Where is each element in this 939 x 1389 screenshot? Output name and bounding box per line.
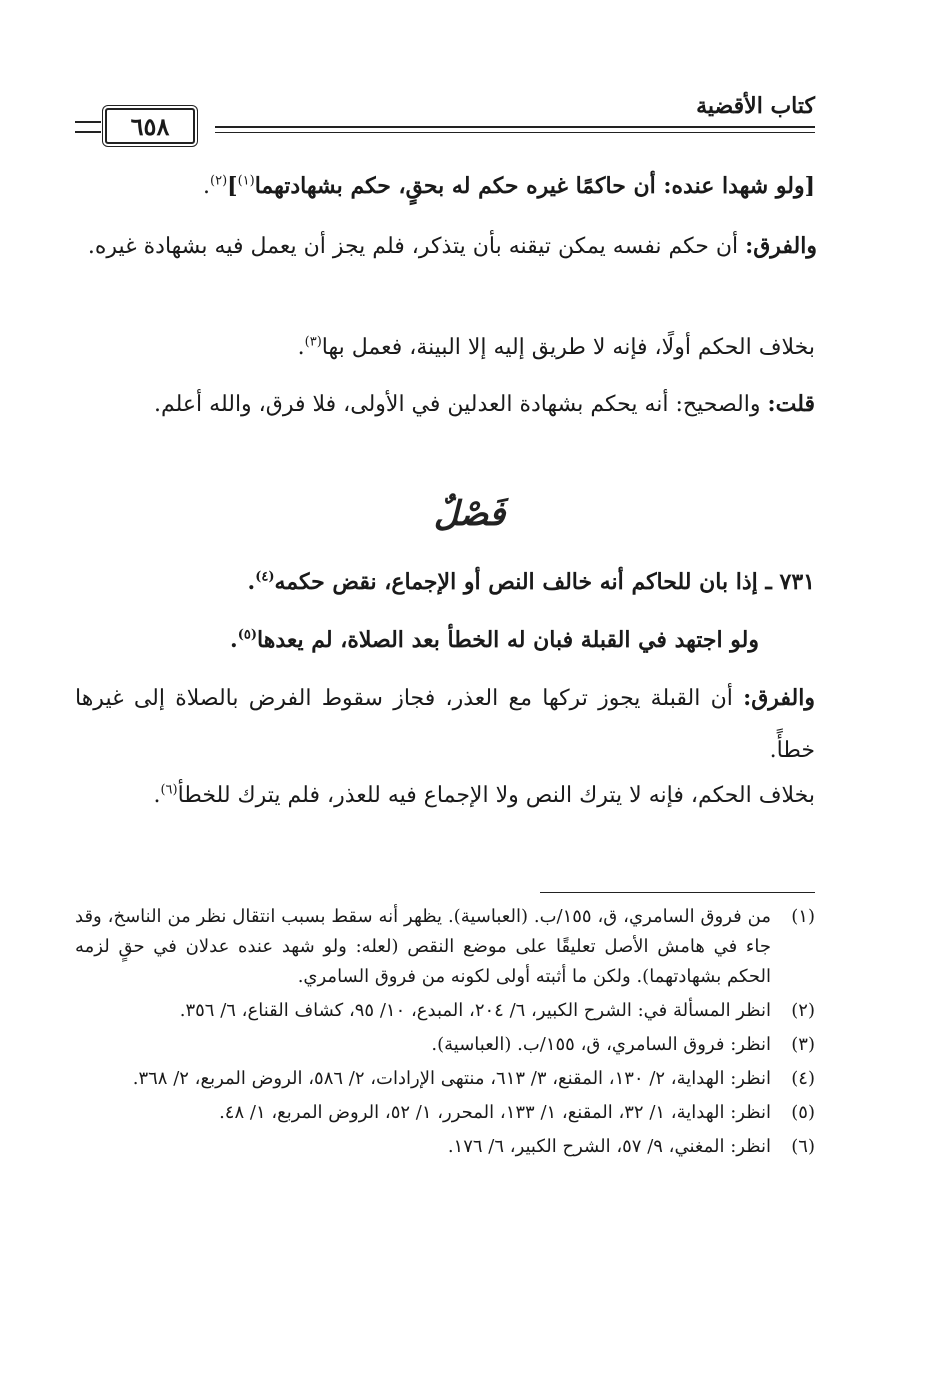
paragraph-1 bbox=[75, 160, 815, 213]
page-header bbox=[75, 88, 815, 144]
footnote-6 bbox=[75, 1132, 815, 1162]
paragraph-2-text: أن حكم نفسه يمكن تيقنه بأن يتذكر، فلم يجز أن يعمل فيه بشهادة غيره. bbox=[87, 234, 746, 259]
paragraph-7-text: أن القبلة يجوز تركها مع العذر، فجاز سقوط الفرض بالصلاة إلى غيرها خطأً. bbox=[75, 686, 815, 763]
section-title: فَصْلٌ bbox=[433, 494, 506, 534]
footnote-text: انظر: فروق السامري، ق، ١٥٥/ب. (العباسية). bbox=[431, 1034, 771, 1055]
footnote-text: انظر المسألة في: الشرح الكبير، ٦/ ٢٠٤، المبدع، ١٠/ ٩٥، كشاف القناع، ٦/ ٣٥٦. bbox=[179, 1000, 771, 1021]
paragraph-7-lead: والفرق: bbox=[743, 685, 815, 711]
paragraph-2 bbox=[75, 220, 817, 273]
footnote-text: انظر: الهداية، ٢/ ١٣٠، المقنع، ٣/ ٦١٣، منتهى الإرادات، ٢/ ٥٨٦، الروض المربع، ٢/ ٣٦٨. bbox=[132, 1068, 771, 1089]
paragraph-7 bbox=[75, 672, 815, 777]
paragraph-3 bbox=[75, 322, 815, 374]
footnote-ref-1: (١) bbox=[237, 173, 255, 189]
page-number-frame bbox=[105, 108, 195, 144]
footnote-number: (٢) bbox=[791, 1000, 815, 1021]
header-rule-left bbox=[75, 121, 101, 133]
paragraph-1-end: . bbox=[203, 174, 210, 199]
footnotes bbox=[75, 902, 815, 1166]
paragraph-2-lead: والفرق: bbox=[745, 233, 817, 259]
header-rule-thin bbox=[215, 132, 815, 133]
paragraph-3-end: . bbox=[297, 335, 305, 360]
footnote-text: انظر: المغني، ٩/ ٥٧، الشرح الكبير، ٦/ ١٧٦. bbox=[447, 1136, 771, 1157]
paragraph-3-text: بخلاف الحكم أولًا، فإنه لا طريق إليه إلا البينة، فعمل بها bbox=[321, 335, 815, 360]
paragraph-5-end: . bbox=[247, 569, 256, 595]
footnote-4 bbox=[75, 1064, 815, 1094]
paragraph-1-text: [ولو شهدا عنده: أن حاكمًا غيره حكم له بحقٍ، حكم بشهادتهما bbox=[254, 173, 815, 199]
footnote-ref-2: (٢) bbox=[210, 173, 228, 189]
header-rule bbox=[215, 126, 815, 128]
paragraph-4-text: والصحيح: أنه يحكم بشهادة العدلين في الأولى، فلا فرق، والله أعلم. bbox=[154, 392, 768, 417]
paragraph-5-text: ٧٣١ ـ إذا بان للحاكم أنه خالف النص أو الإجماع، نقض حكمه bbox=[274, 569, 815, 595]
paragraph-8-text: بخلاف الحكم، فإنه لا يترك النص ولا الإجماع فيه للعذر، فلم يترك للخطأ bbox=[177, 783, 815, 808]
bracket-close: ] bbox=[227, 173, 238, 199]
paragraph-6-text: ولو اجتهد في القبلة فبان له الخطأ بعد الصلاة، لم يعدها bbox=[257, 627, 759, 653]
footnote-number: (٥) bbox=[791, 1102, 815, 1123]
footnote-ref-4: (٤) bbox=[255, 569, 275, 585]
footnote-number: (٣) bbox=[791, 1034, 815, 1055]
footnote-number: (٦) bbox=[791, 1136, 815, 1157]
footnote-5 bbox=[75, 1098, 815, 1128]
footnote-separator bbox=[540, 892, 815, 893]
footnote-1 bbox=[75, 902, 815, 992]
paragraph-5 bbox=[75, 556, 815, 608]
paragraph-6 bbox=[75, 614, 759, 666]
paragraph-4 bbox=[75, 378, 815, 431]
footnote-text: من فروق السامري، ق، ١٥٥/ب. (العباسية). يظهر أنه سقط بسبب انتقال نظر من الناسخ، وقد جاء في هامش الأصل تعليقًا على موضع النقص (لعله: ولو شهد عنده عدلان في حقٍ لزمه الحكم بشهادتهما). ولكن ما أثبته أولى لكونه من فروق السامري. bbox=[75, 906, 771, 987]
paragraph-6-end: . bbox=[230, 627, 238, 653]
footnote-ref-5: (٥) bbox=[237, 627, 258, 643]
book-title: كتاب الأقضية bbox=[696, 93, 815, 119]
paragraph-8-end: . bbox=[153, 783, 161, 808]
page-number: ٦٥٨ bbox=[130, 112, 170, 141]
footnote-text: انظر: الهداية، ١/ ٣٢، المقنع، ١/ ١٣٣، المحرر، ١/ ٥٢، الروض المربع، ١/ ٤٨. bbox=[219, 1102, 771, 1123]
footnote-ref-3: (٣) bbox=[304, 334, 322, 350]
footnote-number: (١) bbox=[791, 906, 815, 927]
footnote-ref-6: (٦) bbox=[160, 782, 178, 798]
paragraph-4-lead: قلت: bbox=[767, 391, 815, 417]
footnote-number: (٤) bbox=[791, 1068, 815, 1089]
footnote-2 bbox=[75, 996, 815, 1026]
paragraph-8 bbox=[75, 770, 815, 822]
footnote-3 bbox=[75, 1030, 815, 1060]
